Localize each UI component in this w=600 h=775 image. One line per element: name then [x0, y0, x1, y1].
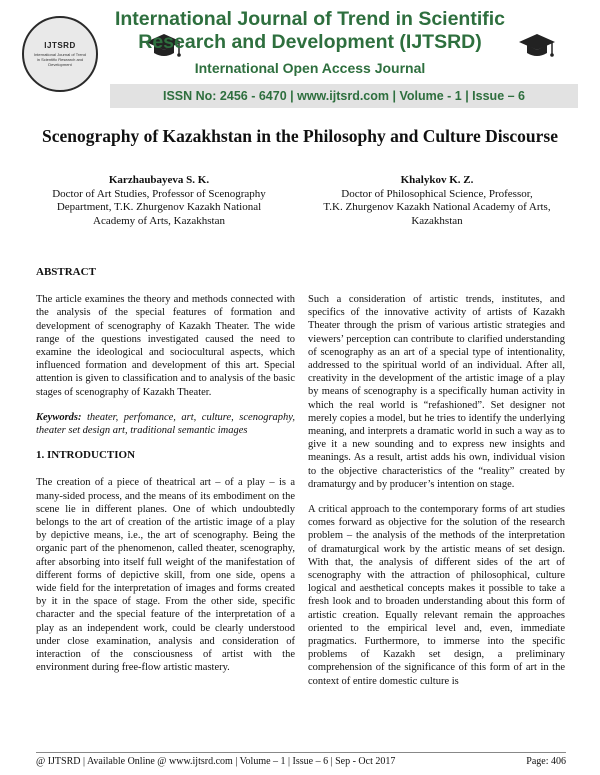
page-footer — [36, 752, 566, 767]
page-number: Page: 406 — [526, 756, 566, 767]
keywords-text: theater, perfomance, art, culture, scenography, theater set design art, traditional semantic images — [36, 411, 295, 437]
author-name: Karzhaubayeva S. K. — [108, 174, 210, 186]
keywords — [36, 411, 295, 437]
author-affiliation-line: Department, T.K. Zhurgenov Kazakh National — [56, 201, 262, 213]
author-affiliation-line: Doctor of Art Studies, Professor of Scenography — [52, 187, 266, 200]
paper-title: Scenography of Kazakhstan in the Philosophy and Culture Discourse — [41, 126, 558, 146]
body-paragraph: Such a consideration of artistic trends, institutes, and specifics of the innovative activity of artists of Kazakh Theater through the prism of various artistic strategies and viewers’ perception can contribute to clarified understanding of scenography as an art of a special type of intentionality, addressed to the spiritual world of an individual. After all, creativity in the development of the artistic image of a play by means of scenography is a specifically human activity in which the real world is “refashioned”. Set designer not merely copies a model, but he tries to identify the underlying meaning, and interprets a dramatic world in such a way as to give it a new sounding and to express new insights and meanings. As a result, artist adds his own, individual vision to the objective characteristics of the “reality” created by dramaturgy and by producer’s intention on stage. — [308, 294, 565, 490]
journal-title-line1: International Journal of Trend in Scientific — [114, 8, 506, 30]
author-name: Khalykov K. Z. — [400, 174, 474, 186]
body-paragraph: A critical approach to the contemporary forms of art studies comes forward as objective for the solution of the research problem – the analysis of the methods of the interpretation of dramaturgical work by the artistic means of set design. With that, the analysis of different sides of the art of scenography with the attraction of philosophical, culture logical and aesthetical concepts makes it possible to take a fresh look and to broaden understanding about this form of artistic creation. Equally relevant remain the approaches oriented to the empirical level and, even, immediate pragmatics. Furthermore, to immerse into the specific problems of Kazakh set design, a preliminary comprehension of the significance of this form of art in the context of entire domestic culture is — [308, 504, 565, 687]
author-block-1 — [28, 174, 290, 228]
right-column — [308, 293, 565, 700]
keywords-label: Keywords: — [36, 411, 82, 423]
open-access-label: International Open Access Journal — [194, 60, 426, 76]
abstract-heading: ABSTRACT — [36, 266, 96, 278]
graduation-cap-icon — [518, 30, 556, 60]
journal-title — [110, 8, 510, 54]
footer-citation: @ IJTSRD | Available Online @ www.ijtsrd.com | Volume – 1 | Issue – 6 | Sep - Oct 2017 — [36, 756, 396, 767]
logo-text: IJTSRD — [44, 41, 76, 50]
journal-banner — [0, 0, 600, 113]
author-affiliation-line: Kazakhstan — [411, 214, 463, 227]
journal-title-line2: Research and Development (IJTSRD) — [138, 31, 482, 53]
author-affiliation-line: Doctor of Philosophical Science, Professor, — [341, 187, 533, 200]
introduction-heading: 1. INTRODUCTION — [36, 449, 136, 462]
introduction-text: The creation of a piece of theatrical art – of a play – is a many-sided process, and the means of its embodiment on the scene lie in different planes. One of which undoubtedly belongs to the art of creation of the artistic image of a play by depictive means, i.e., the art of scenography. Being the organic part of the phenomenon, called theater, scenography, after absorbing into itself full weight of the manifestation of different forms of depictive skill, from one side, opens a wide field for the interpretation of images and forms created by it in the space of stage. From the other side, specific character and the special feature of the interpretation of a play as an independent work, could be clearly understood under close examination, analysis and consideration of interaction of the consciousness of artist with the environment during free-flow artistic mastery. — [36, 477, 295, 674]
logo-subtext: International Journal of Trend in Scientific Research and Development — [33, 52, 87, 67]
author-affiliation-line: T.K. Zhurgenov Kazakh National Academy of Arts, — [323, 201, 551, 213]
abstract-text: The article examines the theory and methods connected with the analysis of the special features of formation and development of scenography of Kazakh Theater. The wide range of the questions investigated caused the need to examine the ideological and sociocultural aspects, which influenced formation and development of this art. Special attention is given to classification and to analysis of the basic stages of scenography of Kazakh Theater. — [36, 294, 295, 398]
left-column — [36, 266, 295, 686]
journal-logo — [22, 16, 98, 92]
author-affiliation-line: Academy of Arts, Kazakhstan — [93, 214, 225, 227]
author-block-2 — [306, 174, 568, 228]
issn-bar: ISSN No: 2456 - 6470 | www.ijtsrd.com | Volume - 1 | Issue – 6 — [110, 84, 578, 108]
